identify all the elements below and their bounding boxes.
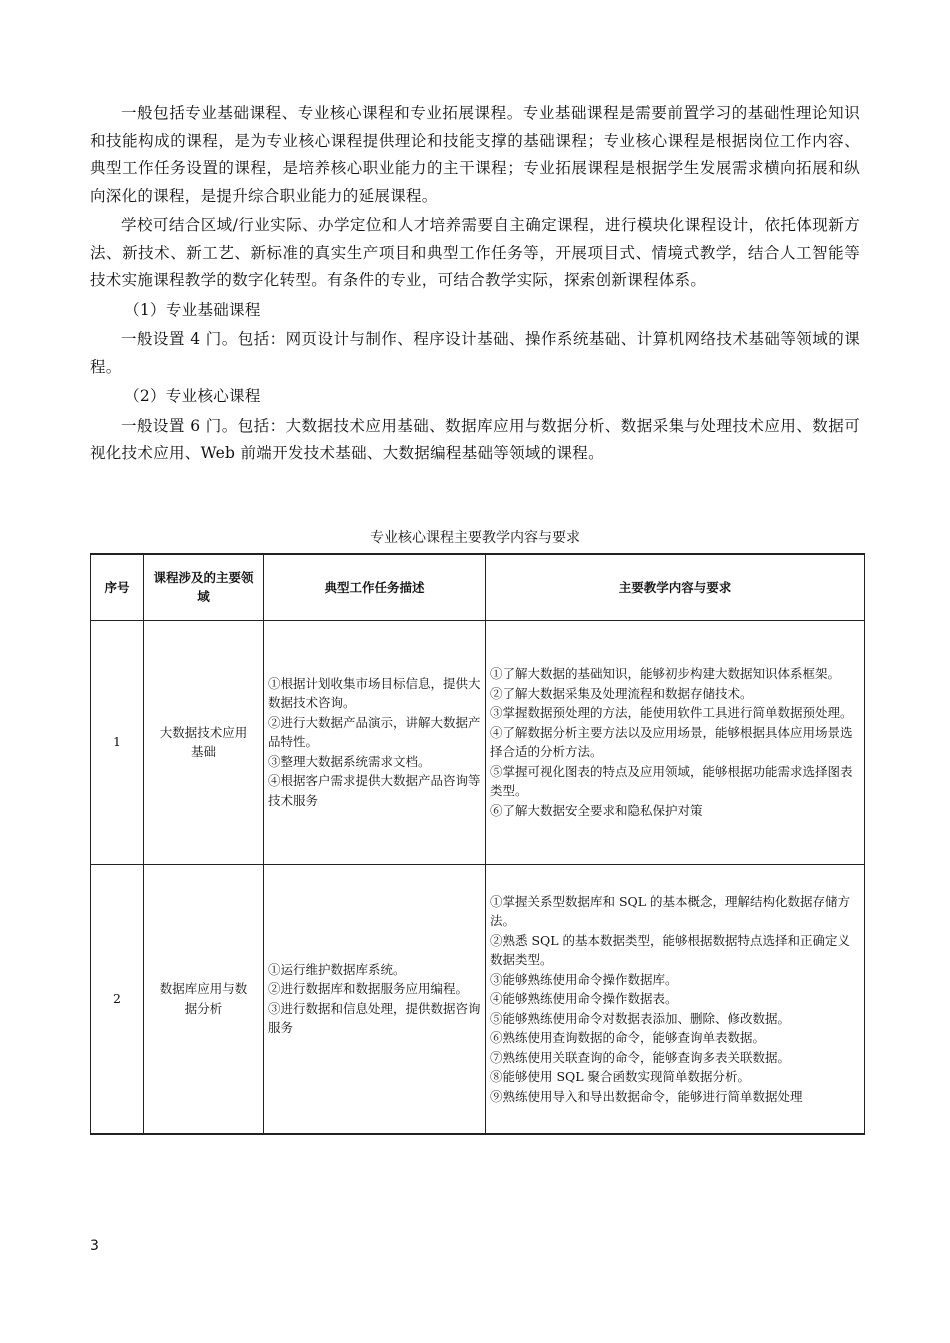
row-num: 1 (91, 620, 144, 864)
core-course-table (90, 553, 865, 1135)
req-item: ③掌握数据预处理的方法，能使用软件工具进行简单数据预处理。 (490, 705, 853, 720)
task-item: ④根据客户需求提供大数据产品咨询等技术服务 (268, 773, 481, 808)
table-title: 专业核心课程主要教学内容与要求 (370, 530, 580, 546)
task-item: ①运行维护数据库系统。 (268, 961, 406, 977)
intro-paragraph-1: 一般包括专业基础课程、专业核心课程和专业拓展课程。专业基础课程是需要前置学习的基础性理论知识和技能构成的课程，是为专业核心课程提供理论和技能支撑的基础课程；专业核心课程是根据岗位工作内容、典型工作任务设置的课程，是培养核心职业能力的主干课程；专业拓展课程是根据学生发展需求横向拓展和纵向深化的课程，是提升综合职业能力的延展课程。 (90, 104, 860, 205)
section-text-foundation: 一般设置 4 门。包括：网页设计与制作、程序设计基础、操作系统基础、计算机网络技术基础等领域的课程。 (90, 330, 860, 376)
task-item: ③进行数据和信息处理，提供数据咨询服务 (268, 1000, 481, 1036)
row-tasks (264, 864, 486, 1134)
section-text-core: 一般设置 6 门。包括：大数据技术应用基础、数据库应用与数据分析、数据采集与处理技术应用、数据可视化技术应用、Web 前端开发技术基础、大数据编程基础等领域的课程。 (90, 416, 860, 462)
req-item: ⑤掌握可视化图表的特点及应用领域，能够根据功能需求选择图表类型。 (490, 763, 853, 798)
req-item: ②了解大数据采集及处理流程和数据存储技术。 (490, 685, 753, 701)
table-row (91, 620, 865, 864)
header-num: 序号 (91, 554, 144, 620)
req-item: ④了解数据分析主要方法以及应用场景，能够根据具体应用场景选择合适的分析方法。 (490, 724, 853, 759)
req-item: ⑥了解大数据安全要求和隐私保护对策 (490, 802, 703, 818)
row-area: 大数据技术应用基础 (144, 620, 264, 864)
task-item: ②进行数据库和数据服务应用编程。 (268, 981, 469, 997)
row-reqs (486, 864, 865, 1134)
task-item: ①根据计划收集市场目标信息，提供大数据技术咨询。 (268, 675, 481, 711)
task-item: ③整理大数据系统需求文档。 (268, 753, 431, 769)
req-item: ⑥熟练使用查询数据的命令，能够查询单表数据。 (490, 1030, 766, 1045)
intro-paragraph-2: 学校可结合区域/行业实际、办学定位和人才培养需要自主确定课程，进行模块化课程设计，依托体现新方法、新技术、新工艺、新标准的真实生产项目和典型工作任务等，开展项目式、情境式教学，结合人工智能等技术实施课程教学的数字化转型。有条件的专业，可结合教学实际，探索创新课程体系。 (90, 216, 860, 289)
row-num: 2 (91, 864, 144, 1134)
row-area: 数据库应用与数据分析 (144, 864, 264, 1134)
req-item: ③能够熟练使用命令操作数据库。 (490, 971, 678, 987)
row-reqs (486, 620, 865, 864)
req-item: ⑤能够熟练使用命令对数据表添加、删除、修改数据。 (490, 1010, 791, 1026)
header-reqs: 主要教学内容与要求 (486, 554, 865, 620)
body-text (90, 100, 860, 468)
req-item: ①掌握关系型数据库和 SQL 的基本概念，理解结构化数据存储方法。 (490, 893, 851, 928)
req-item: ①了解大数据的基础知识，能够初步构建大数据知识体系框架。 (490, 666, 841, 681)
req-item: ②熟悉 SQL 的基本数据类型，能够根据数据特点选择和正确定义数据类型。 (490, 932, 851, 967)
table-row (91, 864, 865, 1134)
req-item: ⑨熟练使用导入和导出数据命令，能够进行简单数据处理 (490, 1088, 803, 1104)
page-number: 3 (90, 1238, 99, 1254)
header-tasks: 典型工作任务描述 (264, 554, 486, 620)
header-area: 课程涉及的主要领域 (144, 554, 264, 620)
req-item: ⑦熟练使用关联查询的命令，能够查询多表关联数据。 (490, 1049, 791, 1065)
req-item: ⑧能够使用 SQL 聚合函数实现简单数据分析。 (490, 1069, 751, 1084)
section-heading-foundation: （1）专业基础课程 (124, 300, 261, 319)
table-header-row (91, 554, 865, 620)
task-item: ②进行大数据产品演示，讲解大数据产品特性。 (268, 714, 481, 750)
req-item: ④能够熟练使用命令操作数据表。 (490, 991, 678, 1006)
section-heading-core: （2）专业核心课程 (124, 387, 261, 405)
row-tasks (264, 620, 486, 864)
